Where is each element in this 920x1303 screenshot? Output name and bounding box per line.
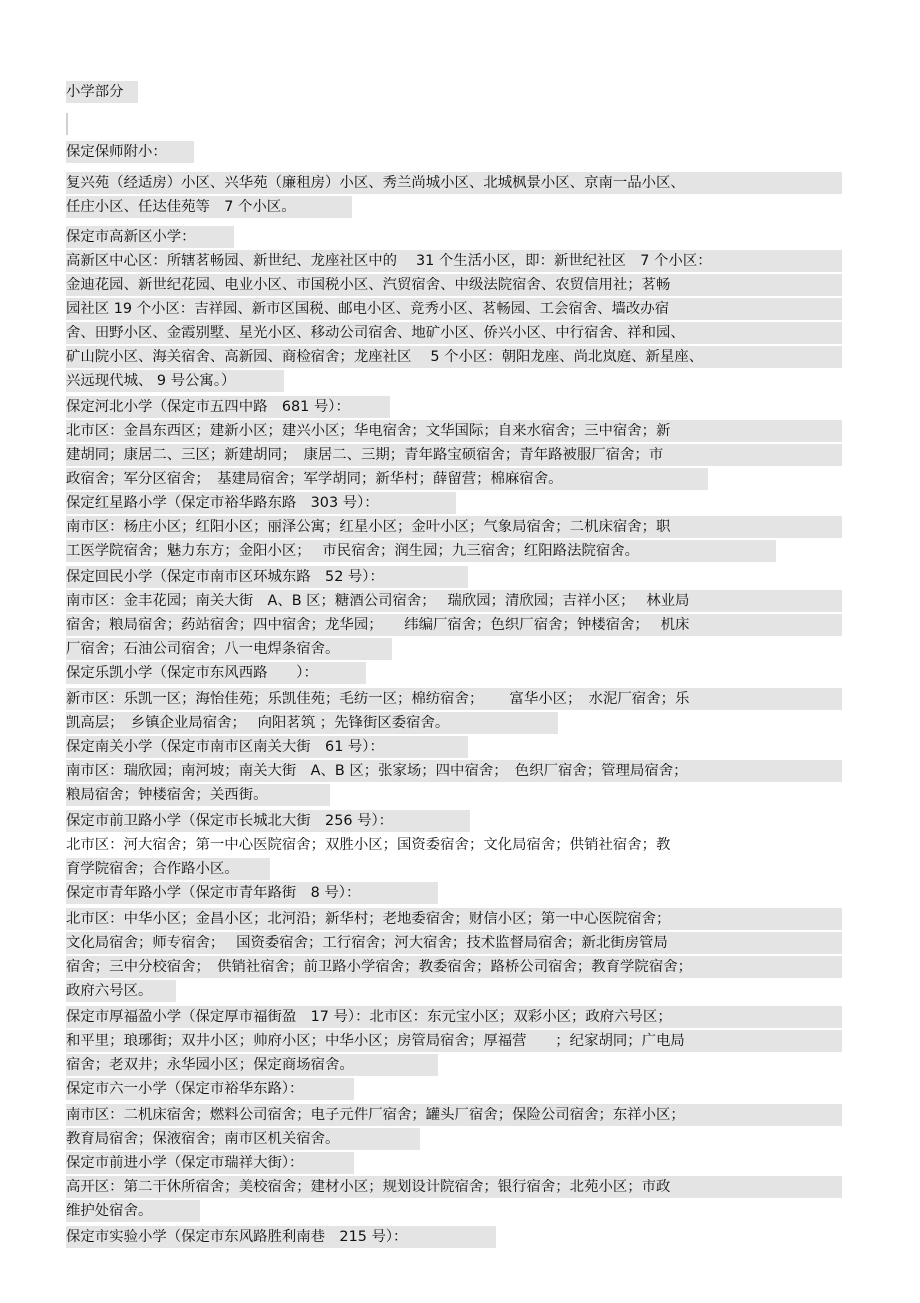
- district-line: 政宿舍；军分区宿舍； 基建局宿舍；军学胡同；新华村；薛留营；棉麻宿舍。: [66, 468, 708, 490]
- district-line: 北市区：河大宿舍；第一中心医院宿舍；双胜小区；国资委宿舍；文化局宿舍；供销社宿舍；教: [66, 837, 671, 853]
- school-heading: 保定乐凯小学（保定市东风西路 ）：: [66, 662, 366, 684]
- district-line: 维护处宿舍。: [66, 1200, 200, 1222]
- district-line: 宿舍；粮局宿舍；药站宿舍；四中宿舍；龙华园； 纬编厂宿舍；色织厂宿舍；钟楼宿舍； 机床: [66, 614, 842, 636]
- district-line: 凯高层； 乡镇企业局宿舍； 向阳茗筑 ；先锋街区委宿舍。: [66, 712, 558, 734]
- district-line: 高新区中心区：所辖茗畅园、新世纪、龙座社区中的 31 个生活小区，即：新世纪社区 7 个小区：: [66, 250, 842, 272]
- district-line: 政府六号区。: [66, 980, 176, 1002]
- district-line: 文化局宿舍；师专宿舍； 国资委宿舍；工行宿舍；河大宿舍；技术监督局宿舍；新北街房管局: [66, 932, 842, 954]
- district-line: 复兴苑（经适房）小区、兴华苑（廉租房）小区、秀兰尚城小区、北城枫景小区、京南一品小区、: [66, 172, 842, 194]
- district-line: 教育局宿舍；保液宿舍；南市区机关宿舍。: [66, 1128, 420, 1150]
- school-heading: 保定市前卫路小学（保定市长城北大街 256 号）：: [66, 810, 470, 832]
- district-line: 园社区 19 个小区：吉祥园、新市区国税、邮电小区、竞秀小区、茗畅园、工会宿舍、墙改办宿: [66, 298, 842, 320]
- district-line: 矿山院小区、海关宿舍、高新园、商检宿舍；龙座社区 5 个小区：朝阳龙座、尚北岚庭、新星座、: [66, 346, 842, 368]
- district-line: 南市区：金丰花园；南关大街 A、B 区；糖酒公司宿舍； 瑞欣园；清欣园；吉祥小区； 林业局: [66, 590, 842, 612]
- district-line: 厂宿舍；石油公司宿舍；八一电焊条宿舍。: [66, 638, 392, 660]
- school-heading: 保定市六一小学（保定市裕华东路）：: [66, 1078, 354, 1100]
- school-heading: 保定保师附小：: [66, 141, 194, 163]
- district-line: 新市区：乐凯一区；海怡佳苑；乐凯佳苑；毛纺一区；棉纺宿舍； 富华小区； 水泥厂宿舍；乐: [66, 688, 842, 710]
- school-heading: 保定市青年路小学（保定市青年路街 8 号）：: [66, 882, 438, 904]
- district-line: 宿舍；老双井；永华园小区；保定商场宿舍。: [66, 1054, 438, 1076]
- school-heading: 保定市厚福盈小学（保定厚市福街盈 17 号）：北市区：东元宝小区；双彩小区；政府六号区；: [66, 1006, 842, 1028]
- district-line: 育学院宿舍；合作路小区。: [66, 858, 270, 880]
- district-line: 北市区：金昌东西区；建新小区；建兴小区；华电宿舍；文华国际；自来水宿舍；三中宿舍；新: [66, 420, 842, 442]
- district-line: 和平里；琅琊街；双井小区；帅府小区；中华小区；房管局宿舍；厚福营 ；纪家胡同；广电局: [66, 1030, 842, 1052]
- district-line: 建胡同；康居二、三区；新建胡同； 康居二、三期；青年路宝硕宿舍；青年路被服厂宿舍；市: [66, 444, 842, 466]
- district-line: 宿舍；三中分校宿舍； 供销社宿舍；前卫路小学宿舍；教委宿舍；路桥公司宿舍；教育学院宿舍；: [66, 956, 842, 978]
- district-line: 粮局宿舍；钟楼宿舍；关西街。: [66, 784, 330, 806]
- district-line: 舍、田野小区、金霞别墅、星光小区、移动公司宿舍、地矿小区、侨兴小区、中行宿舍、祥和园、: [66, 322, 842, 344]
- district-line: 任庄小区、任达佳苑等 7 个小区。: [66, 196, 352, 218]
- section-title: 小学部分: [66, 81, 138, 103]
- school-heading: 保定回民小学（保定市南市区环城东路 52 号）：: [66, 566, 468, 588]
- district-line: 工医学院宿舍；魅力东方；金阳小区； 市民宿舍；润生园；九三宿舍；红阳路法院宿舍。: [66, 540, 776, 562]
- district-line: 金迪花园、新世纪花园、电业小区、市国税小区、汽贸宿舍、中级法院宿舍、农贸信用社；茗畅: [66, 274, 842, 296]
- school-heading: 保定红星路小学（保定市裕华路东路 303 号）：: [66, 492, 456, 514]
- school-heading: 保定市高新区小学：: [66, 226, 234, 248]
- school-heading: 保定市实验小学（保定市东风路胜利南巷 215 号）：: [66, 1226, 496, 1248]
- school-heading: 保定南关小学（保定市南市区南关大街 61 号）：: [66, 736, 468, 758]
- district-line: 南市区：二机床宿舍；燃料公司宿舍；电子元件厂宿舍；罐头厂宿舍；保险公司宿舍；东祥小区；: [66, 1104, 842, 1126]
- district-line: 南市区：杨庄小区；红阳小区；丽泽公寓；红星小区；金叶小区；气象局宿舍；二机床宿舍；职: [66, 516, 842, 538]
- district-line: 高开区：第二干休所宿舍；美校宿舍；建材小区；规划设计院宿舍；银行宿舍；北苑小区；市政: [66, 1176, 842, 1198]
- text-cursor-mark: [66, 113, 68, 135]
- district-line: 南市区：瑞欣园；南河坡；南关大街 A、B 区；张家场；四中宿舍； 色织厂宿舍；管理局宿舍；: [66, 760, 842, 782]
- school-heading: 保定市前进小学（保定市瑞祥大街）：: [66, 1152, 354, 1174]
- district-line: 兴远现代城、 9 号公寓。）: [66, 370, 284, 392]
- district-line: 北市区：中华小区；金昌小区；北河沿；新华村；老地委宿舍；财信小区；第一中心医院宿舍；: [66, 908, 842, 930]
- school-heading: 保定河北小学（保定市五四中路 681 号）：: [66, 396, 390, 418]
